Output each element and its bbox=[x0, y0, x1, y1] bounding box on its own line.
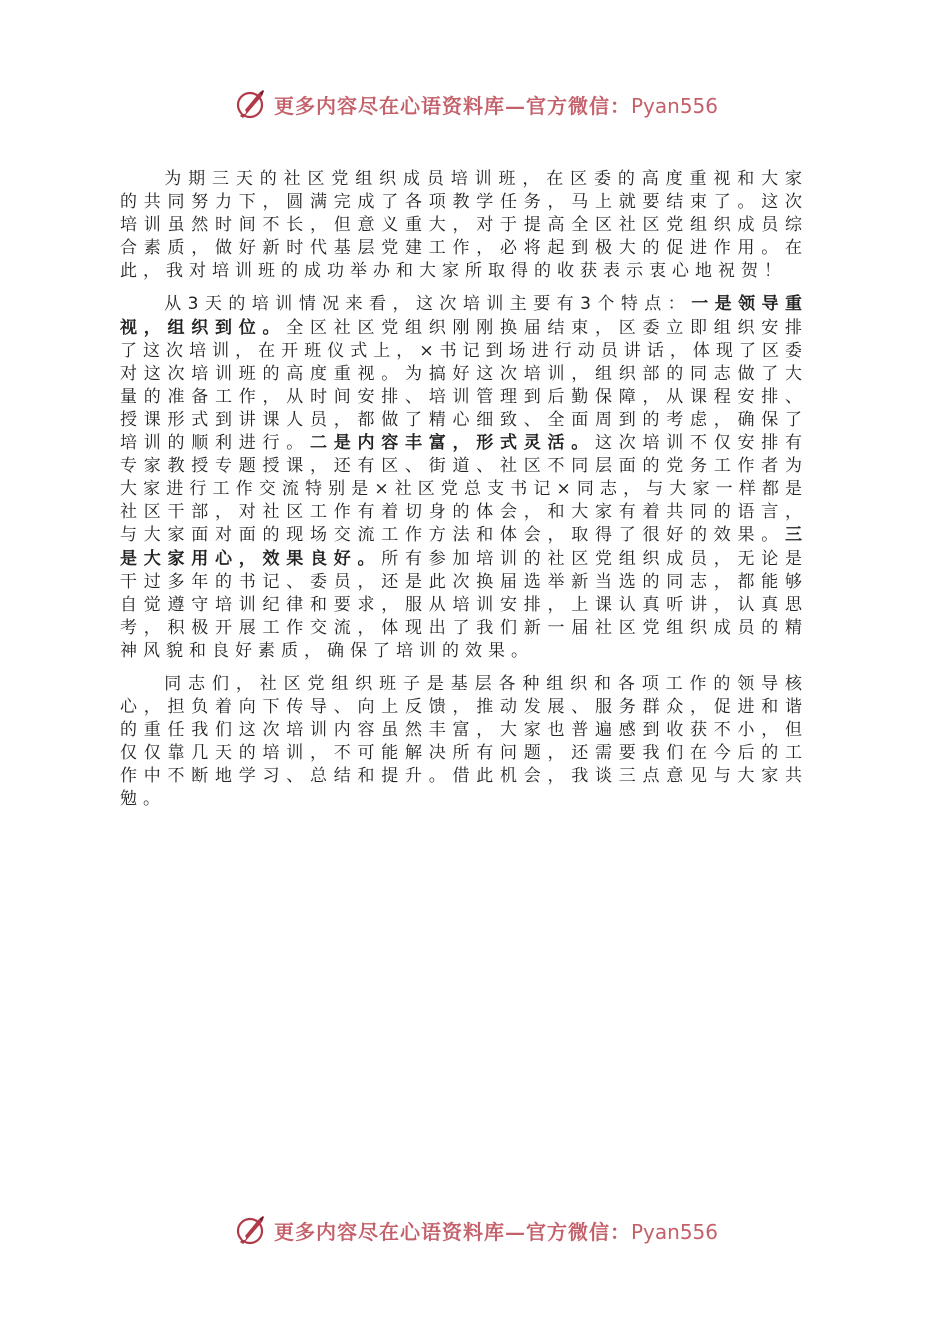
feature-two-text: 这次培训不仅安排有专家教授专题授课，还有区、街道、社区不同层面的党务工作者为大家进行工作交流特别是×社区党总支书记×同志，与大家一样都是社区干部，对社区工作有着切身的体会，和大家有着共同的语言，与大家面对面的现场交流工作方法和体会，取得了很好的效果。 bbox=[120, 433, 808, 546]
feature-three-text: 所有参加培训的社区党组织成员，无论是干过多年的书记、委员，还是此次换届选举新当选的同志，都能够自觉遵守培训纪律和要求，服从培训安排，上课认真听讲，认真思考，积极开展工作交流，体现出了我们新一届社区党组织成员的精神风貌和良好素质，确保了培训的效果。 bbox=[120, 548, 808, 661]
header-watermark-banner bbox=[0, 82, 950, 126]
document-body bbox=[120, 168, 808, 822]
pen-logo-icon bbox=[232, 86, 268, 122]
header-banner-text: 更多内容尽在心语资料库—官方微信： bbox=[273, 93, 631, 118]
paragraph-closing: 同志们，社区党组织班子是基层各种组织和各项工作的领导核心，担负着向下传导、向上反馈，推动发展、服务群众，促进和谐的重任我们这次培训内容虽然丰富，大家也普遍感到收获不小，但仅仅靠几天的培训，不可能解决所有问题，还需要我们在今后的工作中不断地学习、总结和提升。借此机会，我谈三点意见与大家共勉。 bbox=[120, 673, 808, 810]
footer-wechat-id: Pyan556 bbox=[630, 1219, 718, 1244]
paragraph-features bbox=[120, 293, 808, 663]
paragraph-intro: 为期三天的社区党组织成员培训班，在区委的高度重视和大家的共同努力下，圆满完成了各项教学任务，马上就要结束了。这次培训虽然时间不长，但意义重大，对于提高全区社区党组织成员综合素质，做好新时代基层党建工作，必将起到极大的促进作用。在此，我对培训班的成功举办和大家所取得的收获表示衷心地祝贺！ bbox=[120, 169, 808, 282]
feature-two-heading: 二是内容丰富，形式灵活。 bbox=[310, 433, 595, 454]
feature-one-text: 全区社区党组织刚刚换届结束，区委立即组织安排了这次培训，在开班仪式上，×书记到场进行动员讲话，体现了区委对这次培训班的高度重视。为搞好这次培训，组织部的同志做了大量的准备工作，从时间安排、培训管理到后勤保障，从课程安排、授课形式到讲课人员，都做了精心细致、全面周到的考虑，确保了培训的顺利进行。 bbox=[120, 317, 808, 454]
feature-one-heading: 一是领导重视，组织到位。 bbox=[120, 294, 808, 338]
pen-logo-icon bbox=[232, 1212, 268, 1248]
feature-three-heading: 三是大家用心，效果良好。 bbox=[120, 525, 808, 569]
footer-banner-text: 更多内容尽在心语资料库—官方微信： bbox=[273, 1219, 631, 1244]
features-intro-text: 从3天的培训情况来看，这次培训主要有3个特点： bbox=[164, 294, 692, 315]
header-wechat-id: Pyan556 bbox=[630, 93, 718, 118]
footer-watermark-banner bbox=[0, 1208, 950, 1252]
